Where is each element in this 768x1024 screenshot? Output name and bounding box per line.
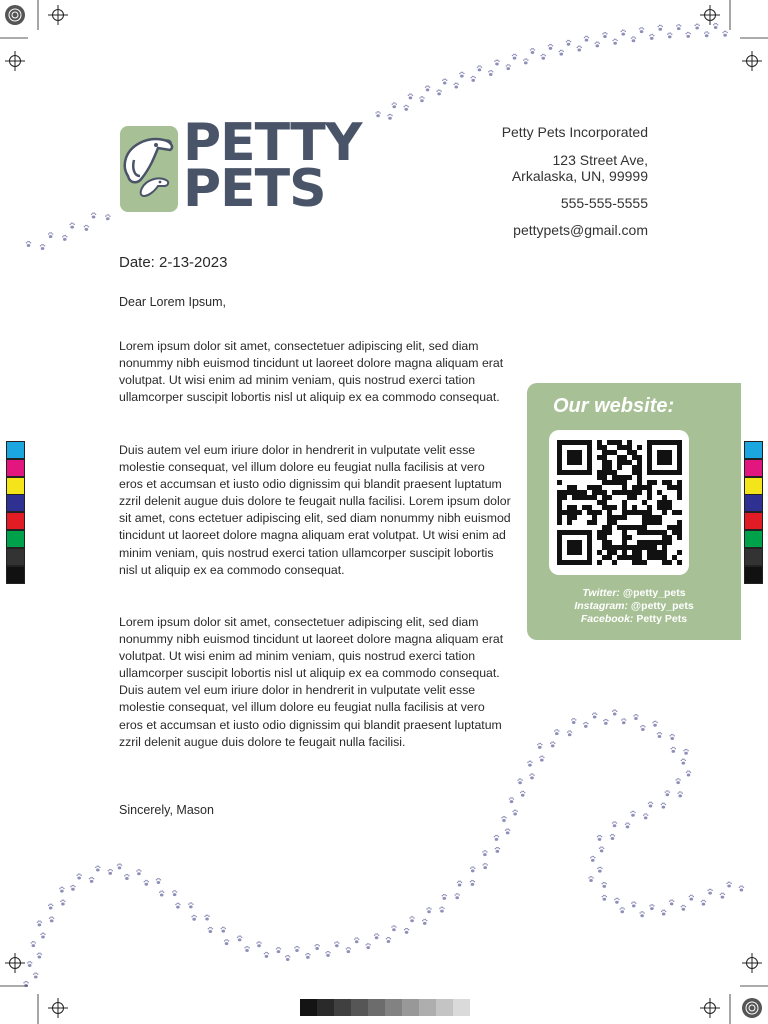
color-swatch bbox=[6, 494, 25, 512]
gray-swatch bbox=[351, 999, 368, 1016]
company-email: pettypets@gmail.com bbox=[513, 222, 648, 238]
color-swatch bbox=[6, 566, 25, 584]
letter-date: Date: 2-13-2023 bbox=[119, 254, 228, 271]
gray-swatch bbox=[334, 999, 351, 1016]
color-swatch bbox=[744, 494, 763, 512]
website-card bbox=[527, 383, 741, 640]
company-phone: 555-555-5555 bbox=[560, 195, 648, 211]
facebook-line bbox=[527, 613, 741, 625]
color-swatch bbox=[6, 548, 25, 566]
card-title: Our website: bbox=[553, 395, 675, 417]
company-city: Arkalaska, UN, 99999 bbox=[511, 168, 648, 184]
registration-mark-icon bbox=[48, 5, 68, 25]
gray-swatch bbox=[317, 999, 334, 1016]
color-swatch bbox=[6, 530, 25, 548]
gray-swatch bbox=[385, 999, 402, 1016]
registration-mark-icon bbox=[5, 953, 25, 973]
color-swatch bbox=[744, 512, 763, 530]
registration-mark-icon bbox=[700, 5, 720, 25]
color-swatch bbox=[6, 477, 25, 495]
color-swatch bbox=[744, 477, 763, 495]
twitter-handle[interactable]: @petty_pets bbox=[622, 587, 686, 599]
color-swatch bbox=[744, 530, 763, 548]
registration-mark-icon bbox=[700, 998, 720, 1018]
letter-paragraph-2: Duis autem vel eum iriure dolor in hendrerit in vulputate velit esse molestie consequat, vel illum dolore eu feugiat nulla facilisis at vero eros et accumsan et iusto odio dignissim qui blandit praesent luptatum zzril delenit augue duis dolore te feugait nulla facilisi. Lorem ipsum dolor sit amet, cons ectetuer adipiscing elit, sed diam nonummy nibh euismod tincidunt ut laoreet dolore magna aliquam erat volutpat. Ut wisi enim ad minim veniam, quis nostrud exerci tation ullamcorper suscipit lobortis nisl ut aliquip ex ea commodo consequat. bbox=[119, 443, 511, 577]
brand-line-1: PETTY bbox=[183, 113, 362, 173]
qr-code[interactable] bbox=[549, 430, 689, 575]
letter-greeting: Dear Lorem Ipsum, bbox=[119, 295, 226, 309]
letter-closing: Sincerely, Mason bbox=[119, 803, 214, 817]
letter-paragraph-3: Lorem ipsum dolor sit amet, consectetuer adipiscing elit, sed diam nonummy nibh euismod tincidunt ut laoreet dolore magna aliquam erat volutpat. Ut wisi enim ad minim veniam, quis nostrud exerci tation ullamcorper suscipit lobortis nisl ut aliquip ex ea commodo consequat. Duis autem vel eum iriure dolor in hendrerit in vulputate velit esse molestie consequat, vel illum dolore eu feugiat nulla facilisis at vero eros et accumsan et iusto odio dignissim qui blandit praesent luptatum zzril delenit augue duis dolore te feugait nulla facilisi. bbox=[119, 615, 504, 749]
company-name: Petty Pets Incorporated bbox=[501, 124, 648, 140]
twitter-label: Twitter: bbox=[582, 587, 620, 599]
color-swatch bbox=[6, 441, 25, 459]
color-swatch bbox=[6, 512, 25, 530]
color-swatch bbox=[6, 459, 25, 477]
brand-line-2: PETS bbox=[183, 159, 326, 219]
twitter-line bbox=[527, 587, 741, 599]
instagram-line bbox=[527, 600, 741, 612]
registration-mark-icon bbox=[48, 998, 68, 1018]
gray-swatch bbox=[368, 999, 385, 1016]
gray-swatch bbox=[419, 999, 436, 1016]
instagram-handle[interactable]: @petty_pets bbox=[630, 600, 694, 612]
facebook-label: Facebook: bbox=[580, 613, 634, 625]
instagram-label: Instagram: bbox=[574, 600, 628, 612]
color-swatch bbox=[744, 548, 763, 566]
registration-mark-icon bbox=[742, 953, 762, 973]
gray-swatch bbox=[300, 999, 317, 1016]
color-swatch bbox=[744, 441, 763, 459]
gray-swatch bbox=[436, 999, 453, 1016]
gray-swatch bbox=[402, 999, 419, 1016]
color-swatch bbox=[744, 566, 763, 584]
company-address-block bbox=[502, 124, 648, 238]
company-street: 123 Street Ave, bbox=[552, 152, 648, 168]
letter-paragraph-1: Lorem ipsum dolor sit amet, consectetuer adipiscing elit, sed diam nonummy nibh euismod tincidunt ut laoreet dolore magna aliquam erat volutpat. Ut wisi enim ad minim veniam, quis nostrud exerci tation ullamcorper suscipit lobortis nisl ut aliquip ex ea commodo consequat. bbox=[119, 339, 504, 405]
registration-mark-icon bbox=[742, 51, 762, 71]
gray-swatch bbox=[453, 999, 470, 1016]
brand-logotype bbox=[183, 113, 362, 219]
registration-mark-icon bbox=[5, 51, 25, 71]
facebook-handle[interactable]: Petty Pets bbox=[636, 613, 688, 625]
dog-logo-icon bbox=[120, 126, 178, 212]
color-swatch bbox=[744, 459, 763, 477]
